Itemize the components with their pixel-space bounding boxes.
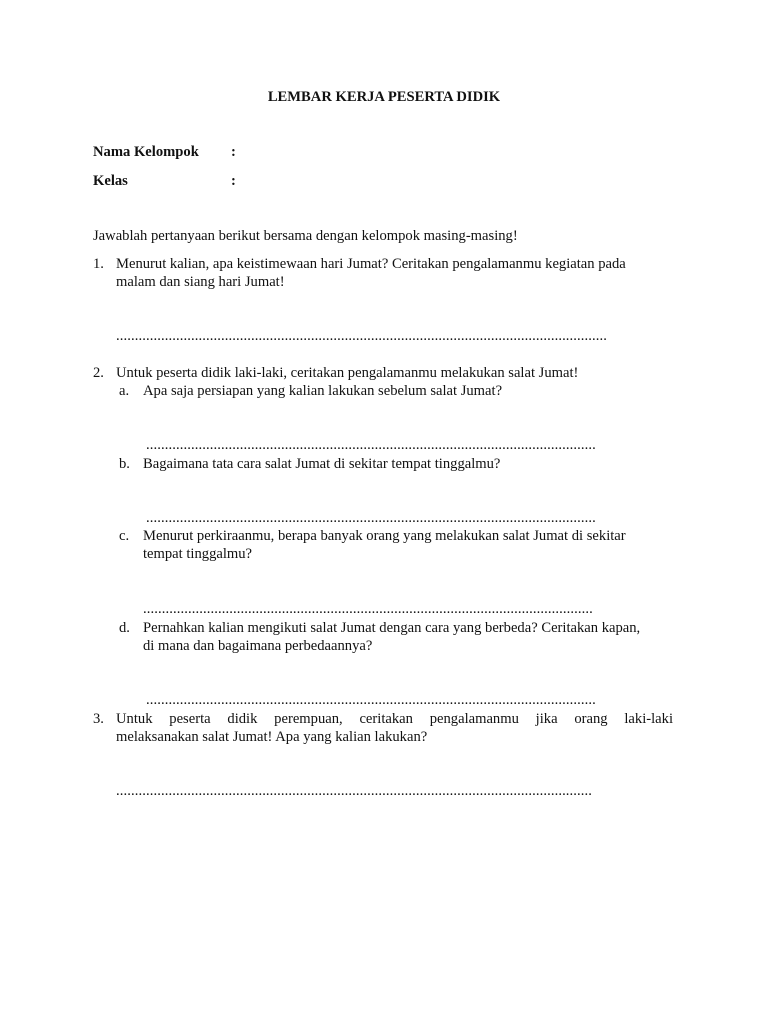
question-3-text-line2: melaksanakan salat Jumat! Apa yang kalian lakukan? <box>116 729 428 745</box>
instruction-text: Jawablah pertanyaan berikut bersama dengan kelompok masing-masing! <box>93 228 518 244</box>
question-2-text: Untuk peserta didik laki-laki, ceritakan pengalamanmu melakukan salat Jumat! <box>116 365 579 381</box>
question-2b-answer-line: ........................................................................................................................ <box>146 510 596 526</box>
page-title: LEMBAR KERJA PESERTA DIDIK <box>267 89 501 105</box>
question-2d-letter: d. <box>119 620 130 636</box>
question-2a-letter: a. <box>119 383 130 399</box>
question-2d-answer-line: ........................................................................................................................ <box>146 692 596 708</box>
question-2c-text-line2: tempat tinggalmu? <box>143 546 253 562</box>
question-3-answer-line: ............................................................................................................................... <box>116 783 593 799</box>
field-label-kelas: Kelas <box>93 173 128 189</box>
question-3-number: 3. <box>93 711 104 727</box>
question-2c-letter: c. <box>119 528 130 544</box>
field-colon-kelas: : <box>231 173 236 189</box>
field-colon-nama-kelompok: : <box>231 144 236 160</box>
question-2-number: 2. <box>93 365 104 381</box>
question-1-number: 1. <box>93 256 104 272</box>
question-2d-text-line2: di mana dan bagaimana perbedaannya? <box>143 638 373 654</box>
question-2b-letter: b. <box>119 456 130 472</box>
question-1-text-line1: Menurut kalian, apa keistimewaan hari Jumat? Ceritakan pengalamanmu kegiatan pada <box>116 256 626 272</box>
question-1-text-line2: malam dan siang hari Jumat! <box>116 274 285 290</box>
question-2d-text-line1: Pernahkan kalian mengikuti salat Jumat dengan cara yang berbeda? Ceritakan kapan, <box>143 620 641 636</box>
question-2c-text-line1: Menurut perkiraanmu, berapa banyak orang yang melakukan salat Jumat di sekitar <box>143 528 626 544</box>
field-label-nama-kelompok: Nama Kelompok <box>93 144 199 160</box>
question-2c-answer-line: ........................................................................................................................ <box>143 601 593 617</box>
question-3-text-line1: Untuk peserta didik perempuan, ceritakan pengalamanmu jika orang laki-laki <box>116 711 673 727</box>
question-1-answer-line: ................................................................................................................................... <box>116 328 608 344</box>
question-2a-text: Apa saja persiapan yang kalian lakukan sebelum salat Jumat? <box>143 383 503 399</box>
question-2b-text: Bagaimana tata cara salat Jumat di sekitar tempat tinggalmu? <box>143 456 501 472</box>
question-2a-answer-line: ........................................................................................................................ <box>146 437 596 453</box>
